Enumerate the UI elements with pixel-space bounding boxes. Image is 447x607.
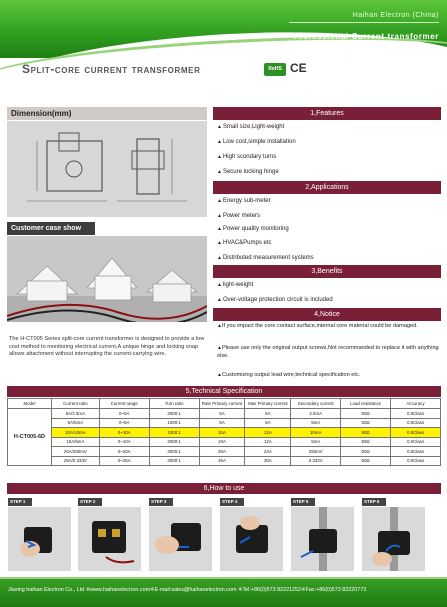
- header-divider: [289, 22, 439, 23]
- bullet-triangle-icon: ▲: [217, 240, 222, 246]
- table-cell: 5A/5mA: [51, 418, 99, 428]
- table-cell: 50Ω: [341, 437, 391, 447]
- table-cell: 5A: [199, 409, 245, 419]
- step-label: STEP 2: [78, 498, 102, 506]
- table-cell: 2000:1: [149, 409, 199, 419]
- table-cell: 10mA: [291, 428, 341, 438]
- bullet-triangle-icon: ▲: [217, 124, 222, 130]
- table-cell: 20A: [199, 447, 245, 457]
- benefits-heading: 3,Benefits: [213, 265, 441, 278]
- dimension-drawing-photo: [7, 121, 207, 217]
- step-label: STEP 1: [8, 498, 32, 506]
- spec-header-cell: Max Primary current: [245, 399, 291, 409]
- bullet-triangle-icon: ▲: [217, 139, 222, 145]
- table-cell: 50Ω: [341, 456, 391, 466]
- table-cell: 3000:1: [149, 456, 199, 466]
- table-cell: 30A: [245, 456, 291, 466]
- customer-case-image: [7, 236, 207, 322]
- bullet-triangle-icon: ▲: [217, 323, 222, 329]
- bullet-triangle-icon: ▲: [217, 169, 222, 175]
- bullet-triangle-icon: ▲: [217, 345, 222, 351]
- rohs-badge: RoHS: [264, 63, 286, 76]
- table-cell: 5mA: [291, 437, 341, 447]
- table-cell: 1000:1: [149, 428, 199, 438]
- table-row: [8, 437, 441, 447]
- bullet-triangle-icon: ▲: [217, 282, 222, 288]
- table-cell: 0.333V: [291, 456, 341, 466]
- feature-item: ▲Low cost,simple installation: [217, 139, 296, 145]
- features-heading: 1,Features: [213, 107, 441, 120]
- table-row: [8, 456, 441, 466]
- table-cell: 10A: [199, 437, 245, 447]
- step-photo: [149, 507, 212, 571]
- bullet-triangle-icon: ▲: [217, 198, 222, 204]
- table-cell: 5mA: [291, 418, 341, 428]
- table-cell: 50Ω: [341, 447, 391, 457]
- step-4-image: [220, 507, 283, 571]
- page-footer: [0, 577, 447, 607]
- model-cell: H-CT005-6D: [8, 409, 52, 466]
- step-photo: [78, 507, 141, 571]
- page-header: [0, 0, 447, 82]
- spec-header-cell: Model: [8, 399, 52, 409]
- spec-header-cell: Turn ratio: [149, 399, 199, 409]
- table-cell: 0.5Class: [391, 447, 441, 457]
- table-cell: 0~5A: [99, 409, 149, 419]
- table-row: [8, 409, 441, 419]
- step-label: STEP 4: [220, 498, 244, 506]
- notice-heading: 4,Notice: [213, 308, 441, 321]
- table-cell: 25A/0.333V: [51, 456, 99, 466]
- customer-case-label: Customer case show: [7, 222, 95, 235]
- step-photo: [291, 507, 354, 571]
- spec-header-cell: Current range: [99, 399, 149, 409]
- table-cell: 0.5Class: [391, 456, 441, 466]
- step-label: STEP 6: [362, 498, 386, 506]
- table-cell: 50Ω: [341, 428, 391, 438]
- spec-header-cell: Load resistance: [341, 399, 391, 409]
- table-cell: 0~25A: [99, 456, 149, 466]
- feature-item: ▲Small size,Light-weight: [217, 124, 285, 130]
- step-6-image: [362, 507, 425, 571]
- bullet-triangle-icon: ▲: [217, 213, 222, 219]
- spec-header-cell: Current ratio: [51, 399, 99, 409]
- dimension-label: Dimension(mm): [7, 107, 207, 120]
- table-cell: 0.5Class: [391, 418, 441, 428]
- step-photo: [362, 507, 425, 571]
- table-cell: 2.5mA: [291, 409, 341, 419]
- table-cell: 0~20A: [99, 447, 149, 457]
- step-label: STEP 5: [291, 498, 315, 506]
- step-label: STEP 3: [149, 498, 173, 506]
- table-cell: 20A/250mV: [51, 447, 99, 457]
- bullet-triangle-icon: ▲: [217, 226, 222, 232]
- table-cell: 50Ω: [341, 409, 391, 419]
- feature-item: ▲High scondary turns: [217, 154, 277, 160]
- company-name: Haihan Electron (China): [352, 12, 439, 19]
- table-cell: 10A/10mA: [51, 428, 99, 438]
- table-cell: 0.5Class: [391, 409, 441, 419]
- table-cell: 10A: [199, 428, 245, 438]
- table-cell: 5A: [199, 418, 245, 428]
- table-cell: 0.5Class: [391, 428, 441, 438]
- bullet-triangle-icon: ▲: [217, 255, 222, 261]
- table-cell: 25A: [199, 456, 245, 466]
- application-item: ▲Energy sub-meter: [217, 198, 271, 204]
- howto-heading: 6,How to use: [7, 483, 441, 494]
- table-cell: 6A: [245, 409, 291, 419]
- table-cell: 5A/2.5mA: [51, 409, 99, 419]
- table-cell: 12A: [245, 428, 291, 438]
- table-cell: 1000:1: [149, 418, 199, 428]
- company-slogan: Professional Current transformer: [293, 32, 439, 41]
- table-row: [8, 428, 441, 438]
- spec-header-cell: Secondary current: [291, 399, 341, 409]
- bullet-triangle-icon: ▲: [217, 372, 222, 378]
- page-title: Split-core current transformer: [22, 62, 201, 76]
- step-2-image: [78, 507, 141, 571]
- table-cell: 50Ω: [341, 418, 391, 428]
- table-cell: 0~5A: [99, 418, 149, 428]
- table-cell: 250mV: [291, 447, 341, 457]
- application-item: ▲Power meters: [217, 213, 260, 219]
- benefit-item: ▲light-weight: [217, 282, 254, 288]
- bullet-triangle-icon: ▲: [217, 154, 222, 160]
- table-cell: 2000:1: [149, 437, 199, 447]
- step-5-image: [291, 507, 354, 571]
- step-photo: [8, 507, 71, 571]
- table-row: [8, 418, 441, 428]
- notice-item: ▲If you impact the core contact surface,internal core material could be damaged.: [217, 323, 418, 329]
- table-cell: 24A: [245, 447, 291, 457]
- application-item: ▲Power quality monitoring: [217, 226, 289, 232]
- spec-header-cell: Accuracy: [391, 399, 441, 409]
- spec-heading: 5,Technical Specification: [7, 386, 441, 397]
- table-cell: 0~10A: [99, 428, 149, 438]
- ce-mark: CE: [290, 61, 307, 75]
- spec-table: [7, 398, 441, 466]
- step-1-image: [8, 507, 71, 571]
- step-photo: [220, 507, 283, 571]
- table-cell: 0~10A: [99, 437, 149, 447]
- table-cell: 10A/5mA: [51, 437, 99, 447]
- table-cell: 0.5Class: [391, 437, 441, 447]
- feature-item: ▲Secure locking hinge: [217, 169, 279, 175]
- footer-contact: Jiaxing haihan Electron Co., Ltd ※www.haihanelectron.com※E-mail:sales@haihanelectron.com ※Tel:+86(0)573 82221252※Fax:+86(0)573 82220773: [8, 587, 367, 593]
- benefit-item: ▲Over-voltage protection circuit is included: [217, 297, 333, 303]
- customer-case-photo: [7, 236, 207, 322]
- notice-item: ▲Customizing output lead wire,technical specification etc.: [217, 372, 361, 378]
- application-item: ▲Distributed measurement systems: [217, 255, 314, 261]
- table-cell: 6A: [245, 418, 291, 428]
- step-3-image: [149, 507, 212, 571]
- table-row: [8, 447, 441, 457]
- table-cell: 12A: [245, 437, 291, 447]
- applications-heading: 2,Applications: [213, 181, 441, 194]
- table-cell: 3000:1: [149, 447, 199, 457]
- footer-divider: [0, 577, 447, 579]
- application-item: ▲HVAC&Pumps etc: [217, 240, 272, 246]
- notice-item: ▲Please use only the original output screws,Not recommanded to replace it with anything else.: [217, 345, 439, 359]
- bullet-triangle-icon: ▲: [217, 297, 222, 303]
- spec-header-row: [8, 399, 441, 409]
- dimension-drawing-image: [7, 121, 207, 217]
- spec-header-cell: Rate Primary current: [199, 399, 245, 409]
- product-description: The H-CT005 Series split-core current transformer is designed to provide a low cost method to monitoring electrical current,A unique hinge and locking snap allows attachment without interrupting the current-carrying wire.: [9, 336, 205, 358]
